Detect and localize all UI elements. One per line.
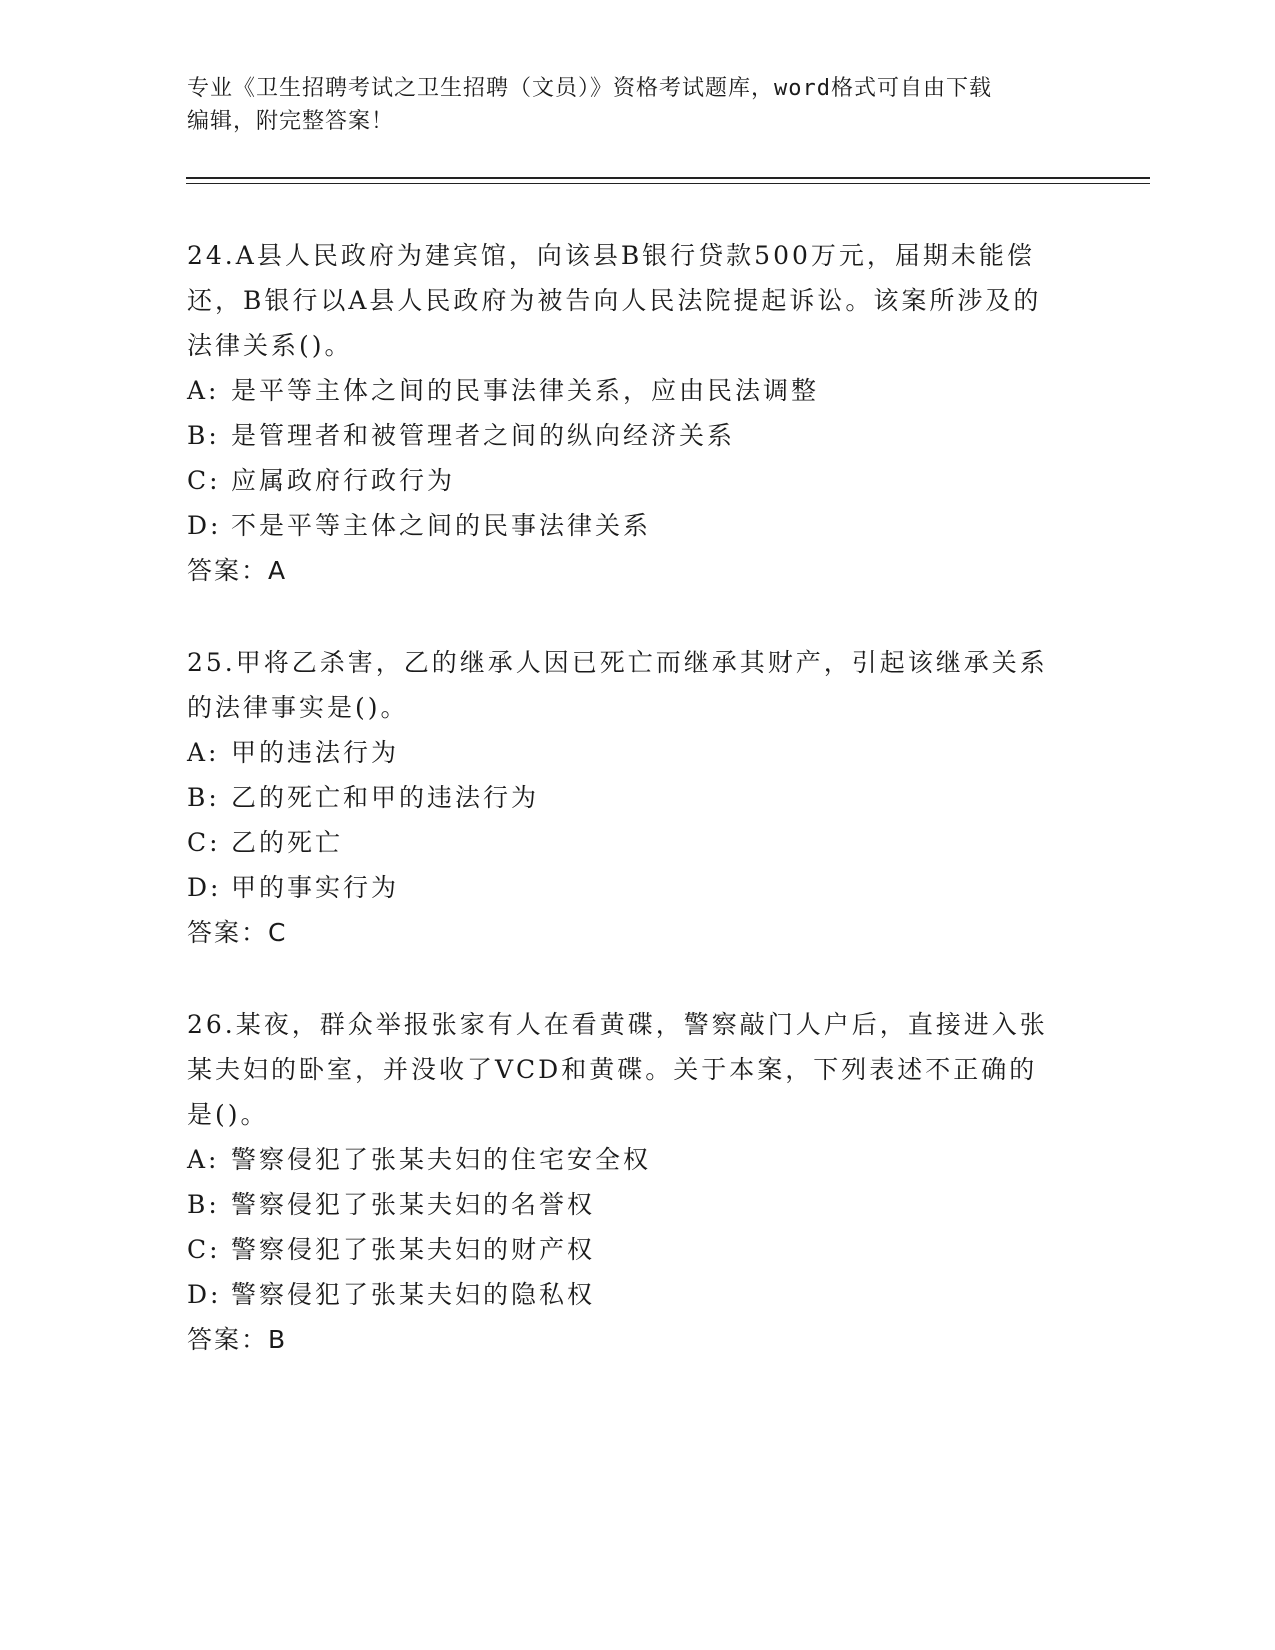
option-text: 是平等主体之间的民事法律关系，应由民法调整: [231, 376, 820, 405]
option-text: 应属政府行政行为: [231, 466, 456, 495]
option-a: [187, 730, 1087, 775]
option-text: 警察侵犯了张某夫妇的隐私权: [231, 1280, 596, 1309]
option-a: [187, 368, 1087, 413]
question-stem-line: 24.A县人民政府为建宾馆，向该县B银行贷款500万元，届期未能偿: [187, 241, 1035, 270]
option-text: 乙的死亡: [231, 828, 344, 857]
question-stem-line: 是()。: [187, 1100, 269, 1129]
option-text: 甲的违法行为: [231, 738, 400, 767]
option-text: 警察侵犯了张某夫妇的财产权: [231, 1235, 596, 1264]
option-text: 不是平等主体之间的民事法律关系: [231, 511, 652, 540]
question-26: [187, 1002, 1087, 1363]
option-d: [187, 1272, 1087, 1317]
header-divider-top: [186, 177, 1150, 179]
option-key: D:: [187, 1280, 222, 1309]
option-key: A:: [187, 376, 220, 405]
option-text: 警察侵犯了张某夫妇的名誉权: [231, 1190, 596, 1219]
option-b: [187, 413, 1087, 458]
answer-line: 答案：A: [187, 556, 288, 585]
option-d: [187, 503, 1087, 548]
option-b: [187, 775, 1087, 820]
option-key: B:: [187, 421, 220, 450]
option-b: [187, 1182, 1087, 1227]
option-text: 是管理者和被管理者之间的纵向经济关系: [231, 421, 736, 450]
option-c: [187, 820, 1087, 865]
option-text: 乙的死亡和甲的违法行为: [231, 783, 540, 812]
option-c: [187, 1227, 1087, 1272]
option-key: B:: [187, 1190, 220, 1219]
option-key: C:: [187, 828, 221, 857]
question-25: [187, 640, 1087, 956]
option-text: 甲的事实行为: [231, 873, 400, 902]
question-24: [187, 233, 1087, 594]
question-stem-line: 26.某夜，群众举报张家有人在看黄碟，警察敲门人户后，直接进入张: [187, 1010, 1048, 1039]
option-key: A:: [187, 738, 220, 767]
option-key: D:: [187, 511, 222, 540]
answer-line: 答案：C: [187, 918, 288, 947]
question-stem-line: 还，B银行以A县人民政府为被告向人民法院提起诉讼。该案所涉及的: [187, 286, 1042, 315]
document-header: [187, 72, 1087, 138]
option-key: B:: [187, 783, 220, 812]
header-line-2: 编辑，附完整答案！: [187, 109, 395, 134]
option-key: C:: [187, 1235, 221, 1264]
option-text: 警察侵犯了张某夫妇的住宅安全权: [231, 1145, 652, 1174]
option-d: [187, 865, 1087, 910]
header-line-1: 专业《卫生招聘考试之卫生招聘（文员）》资格考试题库，word格式可自由下载: [187, 76, 992, 101]
question-stem-line: 某夫妇的卧室，并没收了VCD和黄碟。关于本案，下列表述不正确的: [187, 1055, 1038, 1084]
answer-line: 答案：B: [187, 1325, 288, 1354]
option-key: A:: [187, 1145, 220, 1174]
option-key: C:: [187, 466, 221, 495]
option-c: [187, 458, 1087, 503]
header-divider-bottom: [186, 183, 1150, 184]
question-stem-line: 的法律事实是()。: [187, 693, 409, 722]
question-stem-line: 法律关系()。: [187, 331, 353, 360]
question-stem-line: 25.甲将乙杀害，乙的继承人因已死亡而继承其财产，引起该继承关系: [187, 648, 1048, 677]
option-key: D:: [187, 873, 222, 902]
option-a: [187, 1137, 1087, 1182]
